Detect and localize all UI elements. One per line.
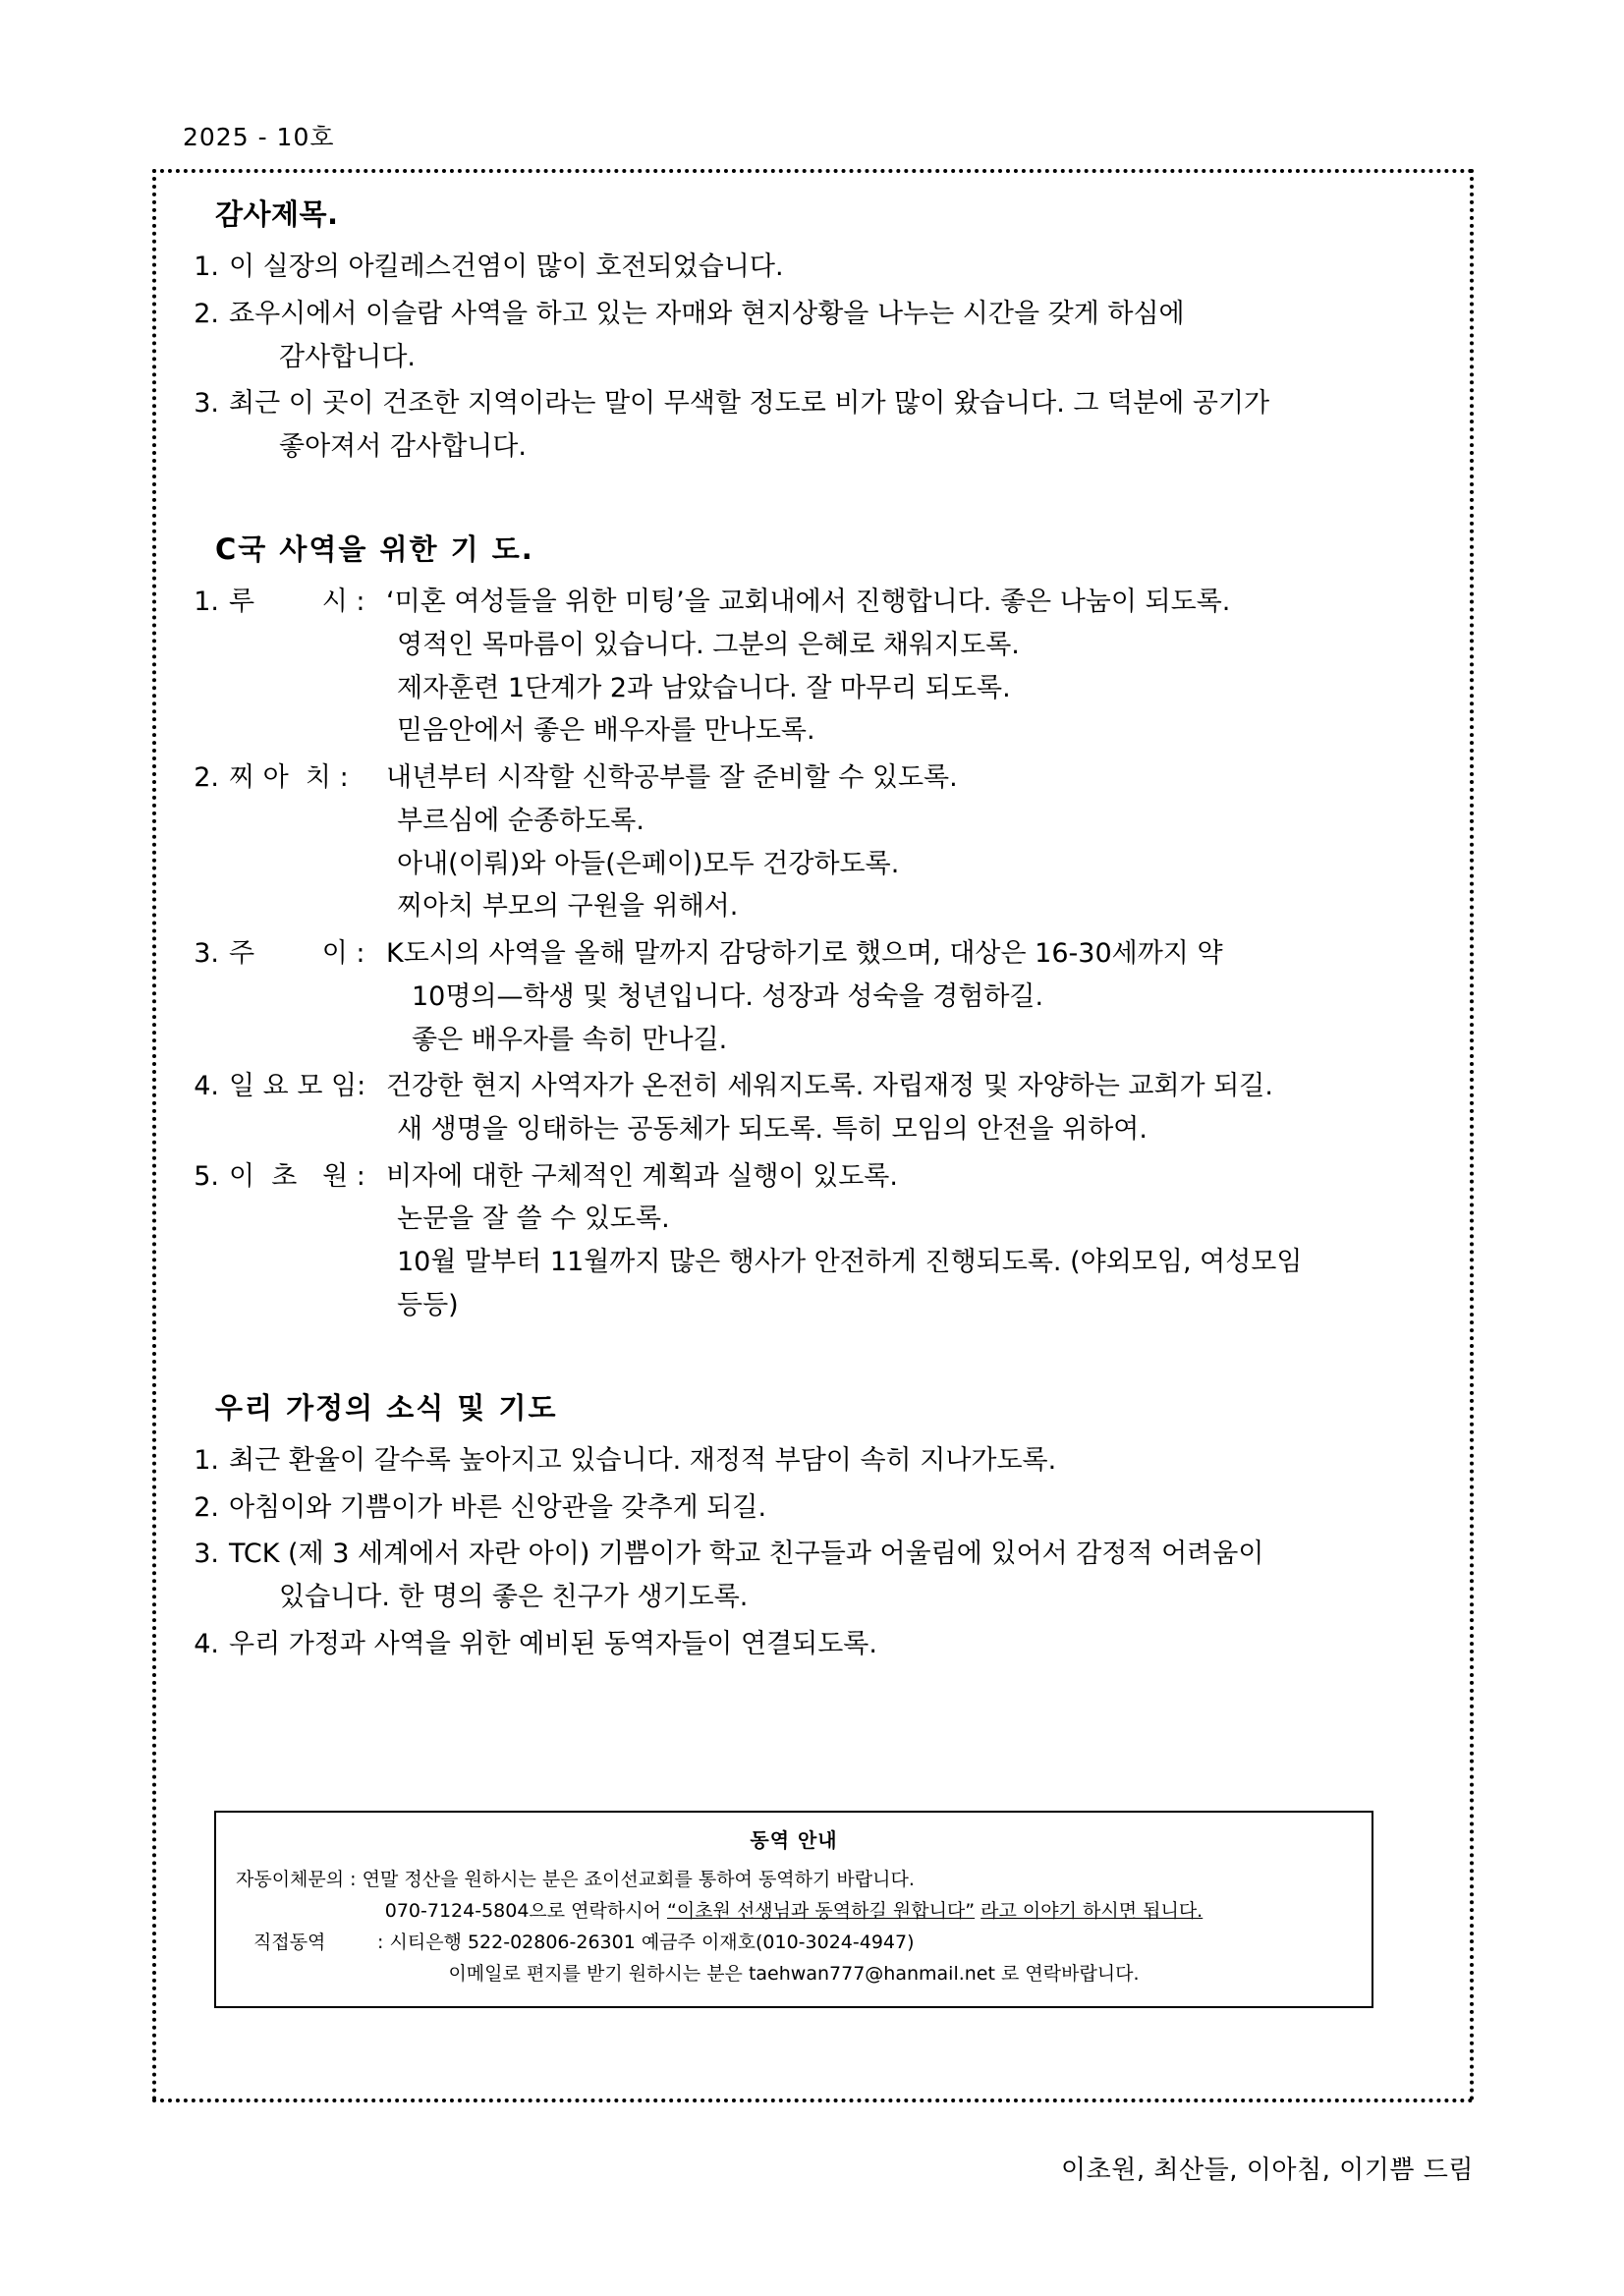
list-item bbox=[186, 1623, 1440, 1666]
section-title: 우리 가정의 소식 및 기도 bbox=[215, 1390, 558, 1425]
support-email-line bbox=[236, 1959, 1352, 1990]
item-number: 3. bbox=[194, 388, 219, 420]
item-number: 2. bbox=[194, 298, 219, 329]
item-number: 2. bbox=[194, 762, 219, 794]
item-number: 3. bbox=[194, 1539, 219, 1570]
item-continuation: 감사합니다. bbox=[279, 341, 416, 372]
item-continuation: 찌아치 부모의 구원을 위해서. bbox=[397, 891, 739, 923]
section-family-news bbox=[186, 1390, 1440, 1666]
list-item bbox=[186, 293, 1440, 378]
support-phone-quote: “이초원 선생님과 동역하길 원합니다” bbox=[667, 1899, 976, 1922]
item-person-name: 루 시 : bbox=[229, 587, 365, 618]
section-thanksgiving bbox=[186, 196, 1440, 469]
item-number: 4. bbox=[194, 1071, 219, 1102]
list-item bbox=[186, 932, 1440, 1061]
support-autotransfer-line bbox=[236, 1865, 1352, 1896]
item-person-name: 찌 아 치 : bbox=[229, 762, 349, 794]
item-continuation: 좋은 배우자를 속히 만나길. bbox=[412, 1024, 728, 1055]
item-number: 3. bbox=[194, 938, 219, 970]
item-text: 비자에 대한 구체적인 계획과 실행이 있도록. bbox=[386, 1160, 898, 1192]
item-text: ‘미혼 여성들을 위한 미팅’을 교회내에서 진행합니다. 좋은 나눔이 되도록. bbox=[386, 587, 1231, 618]
item-number: 1. bbox=[194, 252, 219, 283]
list-item bbox=[186, 382, 1440, 468]
item-text: 내년부터 시작할 신학공부를 잘 준비할 수 있도록. bbox=[386, 762, 958, 794]
item-text: 아침이와 기쁨이가 바른 신앙관을 갖추게 되길. bbox=[229, 1491, 767, 1523]
section-title: C국 사역을 위한 기 도. bbox=[215, 532, 534, 566]
list-item bbox=[186, 756, 1440, 928]
item-continuation: 제자훈련 1단계가 2과 남았습니다. 잘 마무리 되도록. bbox=[397, 672, 1011, 703]
support-email-address[interactable]: taehwan777@hanmail.net bbox=[748, 1962, 995, 1985]
support-email-prefix: 이메일로 편지를 받기 원하시는 분은 bbox=[448, 1962, 743, 1985]
list-item bbox=[186, 246, 1440, 289]
section-c-country-prayer bbox=[186, 532, 1440, 1327]
item-text: 우리 가정과 사역을 위한 예비된 동역자들이 연결되도록. bbox=[229, 1628, 877, 1659]
item-continuation: 10명의—학생 및 청년입니다. 성장과 성숙을 경험하길. bbox=[412, 980, 1044, 1012]
item-continuation: 좋아져서 감사합니다. bbox=[279, 431, 527, 463]
support-phone-prefix: 070-7124-5804으로 연락하시어 bbox=[384, 1899, 661, 1922]
item-continuation: 영적인 목마름이 있습니다. 그분의 은혜로 채워지도록. bbox=[397, 629, 1020, 660]
item-continuation: 논문을 잘 쓸 수 있도록. bbox=[397, 1204, 670, 1235]
content-area bbox=[186, 196, 1440, 2089]
list-item bbox=[186, 1155, 1440, 1327]
support-phone-suffix: 라고 이야기 하시면 됩니다. bbox=[980, 1899, 1204, 1922]
support-autotransfer-text: 연말 정산을 원하시는 분은 죠이선교회를 통하여 동역하기 바랍니다. bbox=[362, 1869, 915, 1890]
item-continuation: 있습니다. 한 명의 좋은 친구가 생기도록. bbox=[279, 1582, 749, 1613]
item-text: 죠우시에서 이슬람 사역을 하고 있는 자매와 현지상황을 나누는 시간을 갖게 하심에 bbox=[229, 298, 1185, 329]
issue-number: 2025 - 10호 bbox=[183, 123, 335, 151]
item-text: 건강한 현지 사역자가 온전히 세워지도록. 자립재정 및 자양하는 교회가 되길. bbox=[386, 1071, 1273, 1102]
item-person-name: 일 요 모 임: bbox=[229, 1071, 366, 1102]
support-info-box bbox=[214, 1811, 1373, 2008]
item-number: 4. bbox=[194, 1628, 219, 1659]
item-text: TCK (제 3 세계에서 자란 아이) 기쁨이가 학교 친구들과 어울림에 있어서 감정적 어려움이 bbox=[229, 1539, 1264, 1570]
item-text: 이 실장의 아킬레스건염이 많이 호전되었습니다. bbox=[229, 252, 784, 283]
list-item bbox=[186, 1486, 1440, 1530]
item-number: 2. bbox=[194, 1491, 219, 1523]
family-news-list bbox=[186, 1439, 1440, 1666]
footer-signature: 이초원, 최산들, 이아침, 이기쁨 드림 bbox=[1061, 2156, 1474, 2185]
item-number: 1. bbox=[194, 587, 219, 618]
support-box-title: 동역 안내 bbox=[750, 1828, 838, 1852]
list-item bbox=[186, 1533, 1440, 1618]
item-number: 5. bbox=[194, 1160, 219, 1192]
item-number: 1. bbox=[194, 1444, 219, 1476]
item-text: K도시의 사역을 올해 말까지 감당하기로 했으며, 대상은 16-30세까지 약 bbox=[386, 938, 1223, 970]
item-person-name: 이 초 원 : bbox=[229, 1160, 365, 1192]
support-autotransfer-label: 자동이체문의 : bbox=[236, 1869, 357, 1890]
support-direct-text: : 시티은행 522-02806-26301 예금주 이재호(010-3024-4947) bbox=[377, 1931, 915, 1953]
item-continuation: 아내(이뤄)와 아들(은페이)모두 건강하도록. bbox=[397, 848, 900, 879]
item-text: 최근 환율이 갈수록 높아지고 있습니다. 재정적 부담이 속히 지나가도록. bbox=[229, 1444, 1057, 1476]
c-country-prayer-list bbox=[186, 581, 1440, 1326]
thanksgiving-list bbox=[186, 246, 1440, 469]
list-item bbox=[186, 1439, 1440, 1483]
item-continuation: 등등) bbox=[397, 1289, 459, 1320]
item-continuation: 새 생명을 잉태하는 공동체가 되도록. 특히 모임의 안전을 위하여. bbox=[397, 1113, 1148, 1145]
section-spacer bbox=[186, 473, 1440, 532]
support-direct-label: 직접동역 bbox=[253, 1931, 326, 1953]
item-continuation: 부르심에 순종하도록. bbox=[397, 805, 644, 836]
item-person-name: 주 이 : bbox=[229, 938, 365, 970]
item-continuation: 믿음안에서 좋은 배우자를 만나도록. bbox=[397, 715, 815, 747]
section-spacer bbox=[186, 1331, 1440, 1390]
support-direct-line bbox=[236, 1928, 1352, 1959]
section-title: 감사제목. bbox=[215, 197, 339, 231]
support-phone-line bbox=[236, 1896, 1352, 1928]
list-item bbox=[186, 1065, 1440, 1150]
list-item bbox=[186, 581, 1440, 753]
item-continuation: 10월 말부터 11월까지 많은 행사가 안전하게 진행되도록. (야외모임, 여성모임 bbox=[397, 1247, 1303, 1278]
support-email-suffix: 로 연락바랍니다. bbox=[1001, 1962, 1140, 1985]
item-text: 최근 이 곳이 건조한 지역이라는 말이 무색할 정도로 비가 많이 왔습니다. 그 덕분에 공기가 bbox=[229, 388, 1270, 420]
